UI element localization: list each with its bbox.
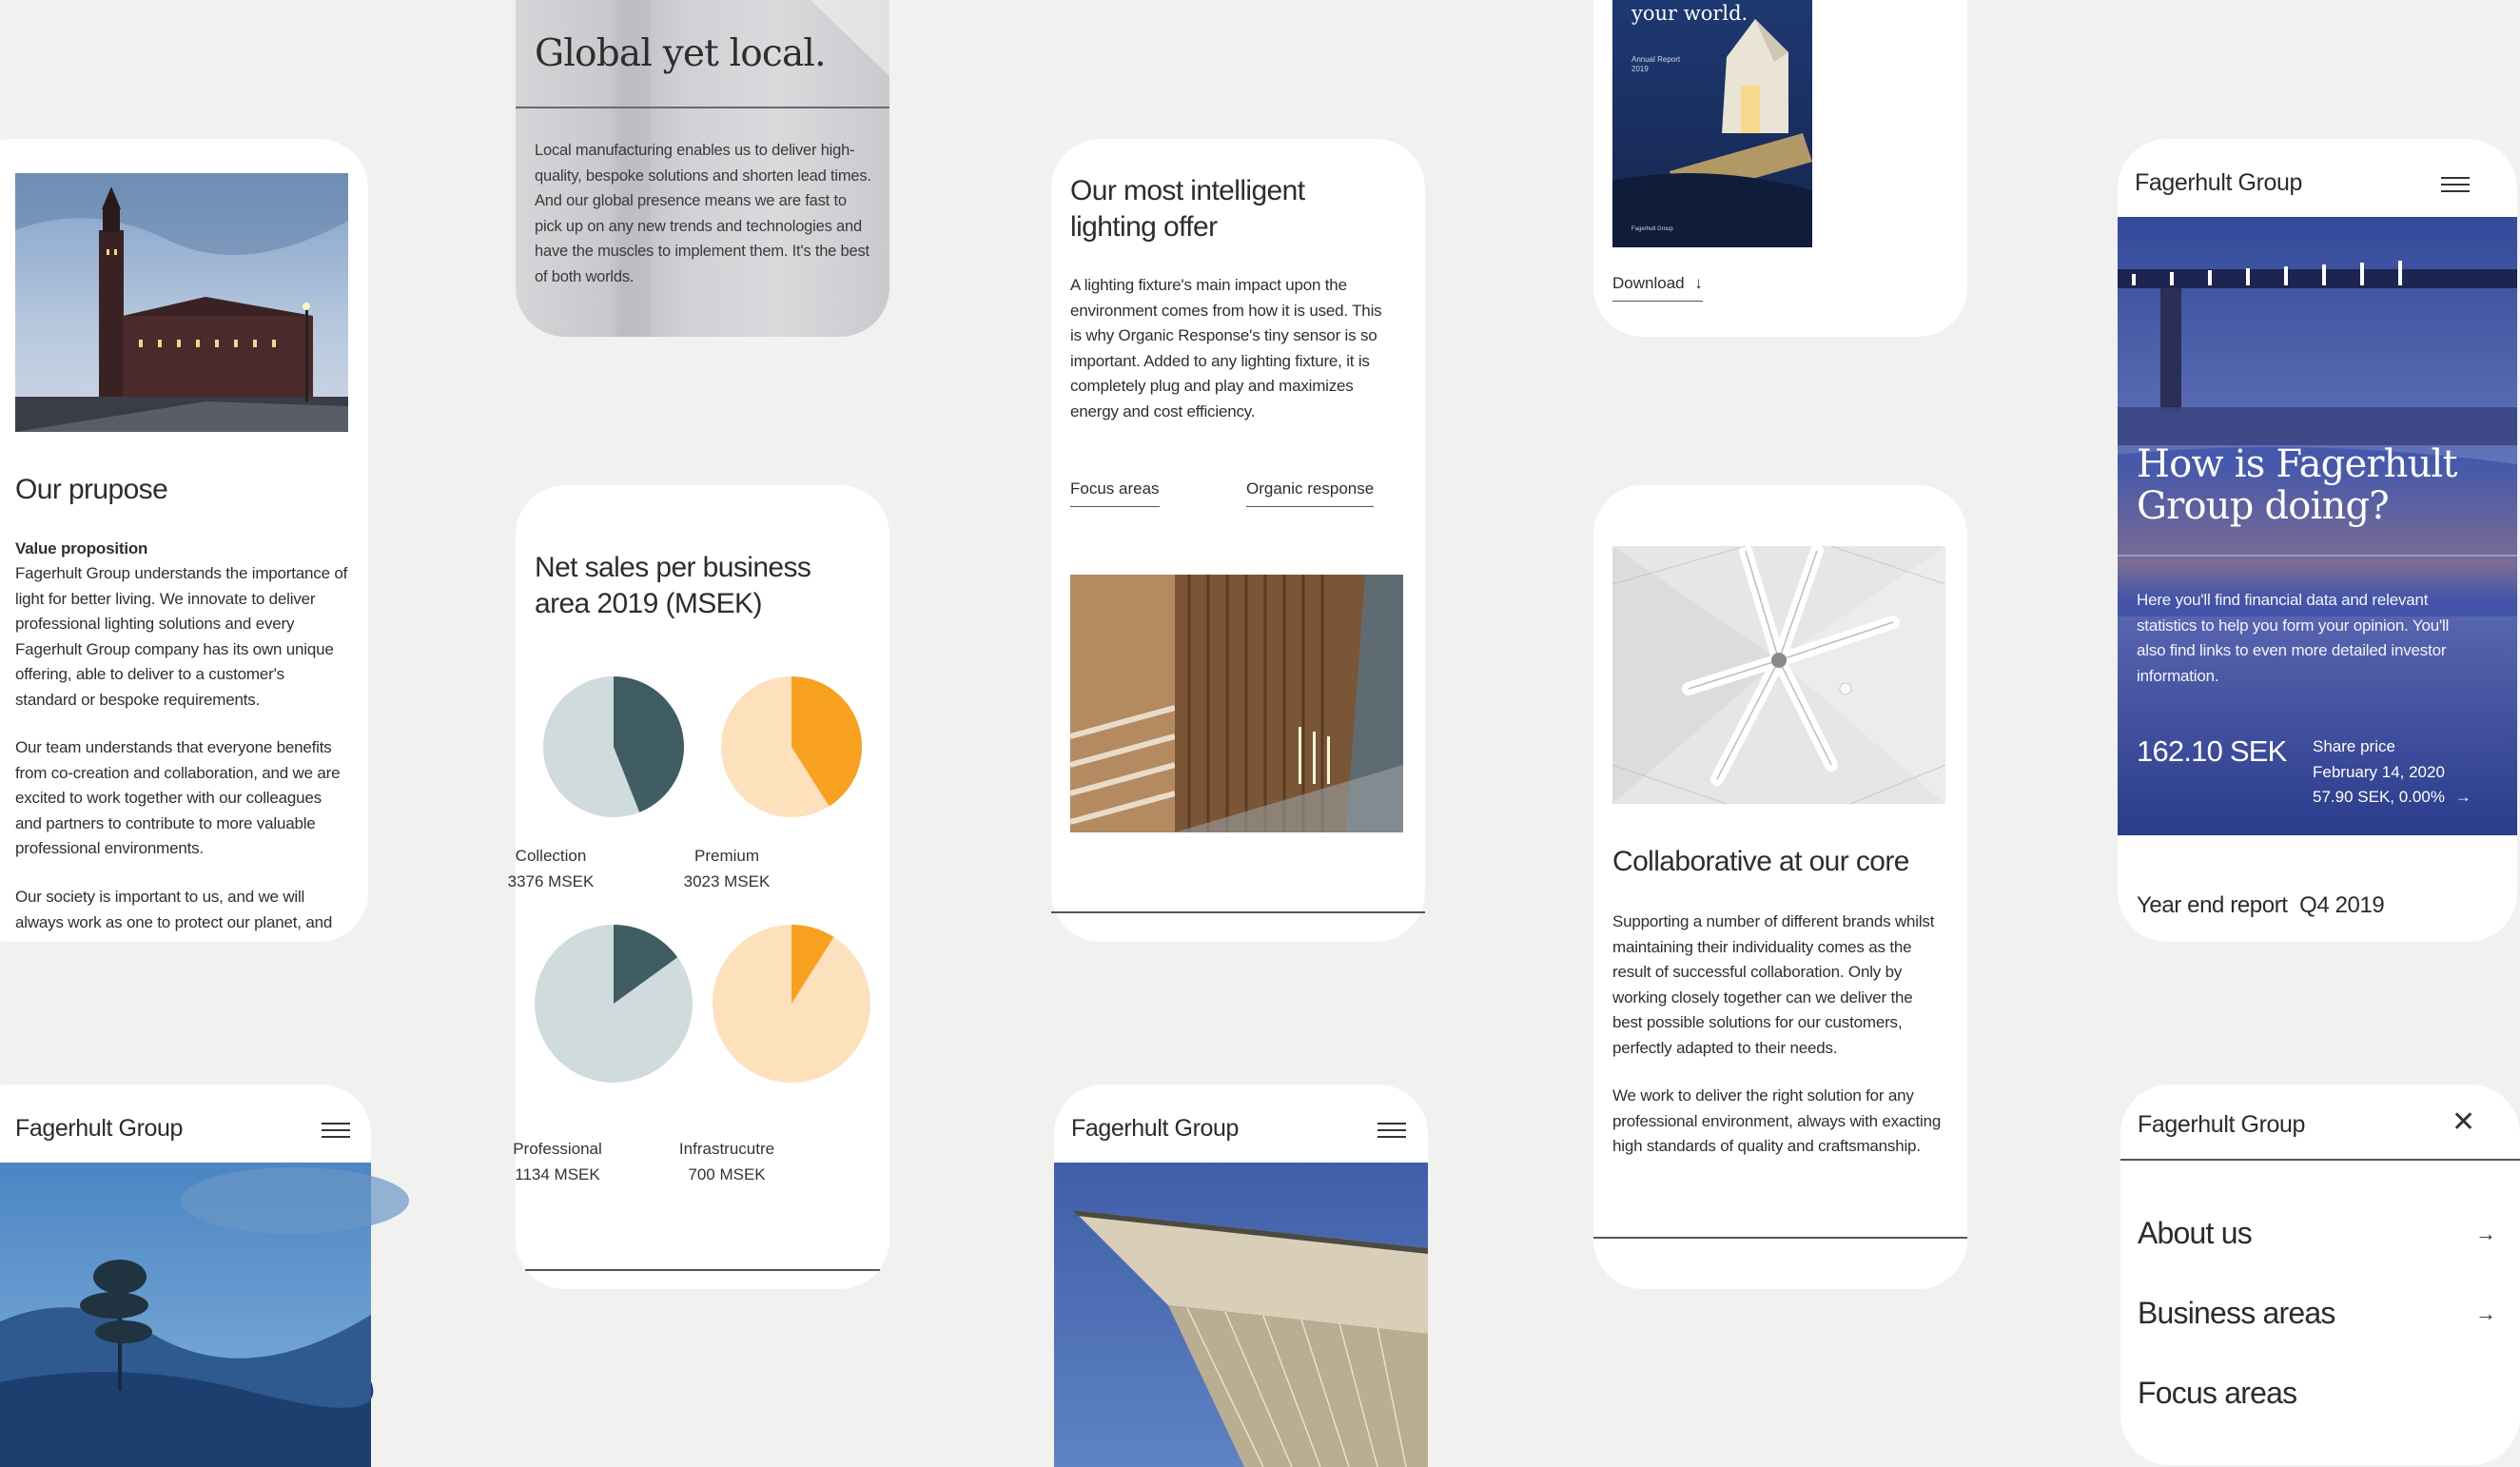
- collab-paragraph: Supporting a number of different brands whilst maintaining their individuality comes as the result of successful collaboration. Only by working closely together can we deliver the best possible solutions for our customers, perfectly adapted to their needs.: [1612, 912, 1935, 1057]
- hamburger-icon[interactable]: [1377, 1123, 1406, 1138]
- pie-label-premium: [632, 843, 822, 894]
- brand-logo[interactable]: Fagerhult Group: [2138, 1111, 2306, 1138]
- arrow-right-icon: →: [2475, 1301, 2496, 1325]
- pie-value: 3376 MSEK: [507, 872, 595, 890]
- report-card: [1593, 0, 1967, 337]
- download-label: Download: [1612, 274, 1685, 292]
- menu-item-focus-areas[interactable]: [2138, 1376, 2499, 1411]
- focus-areas-link[interactable]: Focus areas: [1070, 479, 1160, 507]
- pie-value: 3023 MSEK: [683, 872, 771, 890]
- pie-name: Premium: [693, 847, 759, 865]
- organic-response-link[interactable]: Organic response: [1246, 479, 1374, 507]
- investor-hero-text: Here you'll find financial data and relevant statistics to help you form your opinion. You'll also find links to even more detailed investor information.: [2137, 591, 2450, 685]
- share-price-info: [2313, 734, 2471, 811]
- divider: [1593, 1237, 1967, 1239]
- investor-card: [2118, 139, 2517, 942]
- collab-card: [1593, 485, 1967, 1289]
- arrow-right-icon: →: [2454, 788, 2471, 806]
- lighting-text: A lighting fixture's main impact upon the environment comes from how it is used. This is why Organic Response's tiny sensor is so important. Added to any lighting fixture, it is completely plug and play and maximizes energy and cost efficiency.: [1070, 276, 1382, 421]
- purpose-title: Our prupose: [15, 474, 168, 505]
- report-cover-subtitle: Annual Report 2019: [1631, 55, 1681, 73]
- collab-paragraph: We work to deliver the right solution for any professional environment, always with exacting high standards of quality and craftsmanship.: [1612, 1086, 1942, 1155]
- menu-item-label: About us: [2138, 1216, 2252, 1250]
- download-link[interactable]: [1612, 274, 1703, 302]
- year-end-report-link[interactable]: Year end report Q4 2019: [2137, 892, 2385, 918]
- investor-hero-title: How is Fagerhult Group doing?: [2137, 442, 2457, 528]
- arrow-right-icon: →: [2475, 1222, 2496, 1245]
- menu-item-business-areas[interactable]: [2138, 1296, 2499, 1331]
- close-icon[interactable]: ✕: [2452, 1106, 2476, 1138]
- city-hall-photo: [15, 173, 348, 432]
- global-title: Global yet local.: [535, 32, 826, 75]
- brand-logo[interactable]: Fagerhult Group: [2135, 169, 2303, 196]
- share-price-date: February 14, 2020: [2313, 762, 2445, 781]
- divider: [516, 107, 889, 108]
- purpose-card: [0, 139, 368, 942]
- pie-label-infrastructure: [632, 1136, 822, 1187]
- share-price-value: 162.10 SEK: [2137, 734, 2287, 768]
- pie-name: Professional: [513, 1140, 602, 1158]
- pie-name: Collection: [515, 847, 587, 865]
- lighting-title: Our most intelligent lighting offer: [1070, 175, 1305, 243]
- divider: [2120, 1159, 2520, 1161]
- bottom-left-card: [0, 1085, 371, 1465]
- divider: [1051, 911, 1425, 913]
- menu-item-label: Focus areas: [2138, 1376, 2297, 1410]
- hamburger-icon[interactable]: [322, 1123, 350, 1138]
- purpose-paragraph: Our team understands that everyone benefits from co-creation and collaboration, and we are excited to work together with our colleagues and partners to contribute to more valuable professional environments.: [15, 738, 341, 857]
- bottom-mid-card: [1054, 1085, 1428, 1465]
- pie-name: Infrastrucutre: [678, 1140, 775, 1158]
- global-card: [516, 0, 889, 337]
- hamburger-icon[interactable]: [2441, 177, 2470, 192]
- sales-card: [507, 485, 889, 1289]
- pie-value: 700 MSEK: [688, 1165, 766, 1183]
- purpose-paragraph: Our society is important to us, and we will always work as one to protect our planet, and: [15, 888, 333, 931]
- menu-item-label: Business areas: [2138, 1296, 2335, 1330]
- share-price-change-value: 57.90 SEK, 0.00%: [2313, 788, 2445, 806]
- building-canopy-photo: [1054, 1163, 1428, 1467]
- global-text: Local manufacturing enables us to deliver high-quality, bespoke solutions and shorten lead times. And our global presence means we are fast to pick up on any new trends and technologies and have the muscles to implement them. It's the best of both worlds.: [535, 142, 871, 285]
- annual-report-cover: [1612, 0, 1812, 247]
- lighting-card: [1051, 139, 1425, 942]
- purpose-subtitle: Value proposition: [15, 539, 148, 557]
- share-price-change[interactable]: [2313, 785, 2471, 811]
- mountain-landscape-photo: [0, 1163, 371, 1467]
- wooden-stairs-photo: [1070, 575, 1403, 832]
- arrow-down-icon: ↓: [1694, 274, 1703, 292]
- brand-logo[interactable]: Fagerhult Group: [1071, 1115, 1240, 1142]
- sales-title: Net sales per business area 2019 (MSEK): [535, 552, 811, 619]
- purpose-paragraph: Fagerhult Group understands the importance of light for better living. We innovate to deliver professional lighting solutions and every Fagerhult Group company has its own unique offering, able to deliver to a customer's standard or bespoke requirements.: [15, 564, 348, 709]
- pie-label-professional: [462, 1136, 653, 1187]
- menu-item-about-us[interactable]: [2138, 1216, 2499, 1251]
- share-price-label: Share price: [2313, 737, 2395, 755]
- ceiling-fixture-photo: [1612, 546, 1945, 804]
- collab-title: Collaborative at our core: [1612, 846, 1909, 877]
- report-cover-brand: Fagerhult Group: [1631, 226, 1673, 232]
- pie-value: 1134 MSEK: [515, 1165, 600, 1183]
- report-cover-text: your world.: [1631, 2, 1748, 25]
- pie-label-collection: [456, 843, 646, 894]
- brand-logo[interactable]: Fagerhult Group: [15, 1115, 184, 1142]
- divider: [525, 1269, 880, 1271]
- menu-card: [2120, 1085, 2520, 1465]
